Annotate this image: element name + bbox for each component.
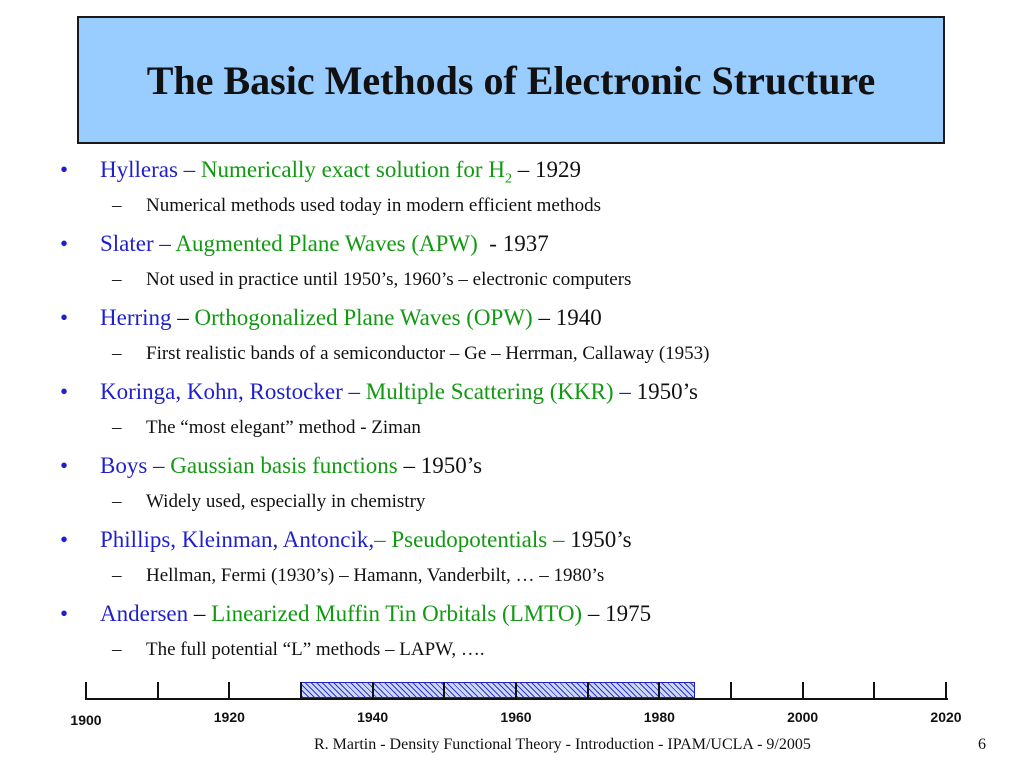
dash-icon: –: [112, 417, 122, 438]
bullet-dot-icon: •: [60, 527, 69, 552]
timeline-tick: [658, 682, 660, 700]
bullet-author: Koringa, Kohn, Rostocker: [100, 379, 343, 404]
bullet-separator: –: [342, 379, 366, 404]
timeline-label: 2000: [787, 709, 819, 725]
bullet-dot-icon: •: [60, 305, 69, 330]
timeline-axis: [86, 698, 948, 700]
bullet-method-subscript: 2: [504, 171, 512, 187]
footer-citation: R. Martin - Density Functional Theory - Introduction - IPAM/UCLA - 9/2005: [314, 736, 811, 753]
bullet-dot-icon: •: [60, 379, 69, 404]
sub-item-text: The full potential “L” methods – LAPW, ….: [146, 639, 485, 660]
timeline-tick: [587, 682, 589, 700]
bullet-year: – 1929: [511, 157, 581, 182]
timeline-label: 2020: [930, 709, 962, 725]
bullet-method: Linearized Muffin Tin Orbitals (LMTO): [211, 601, 583, 626]
timeline-tick: [443, 682, 445, 700]
timeline-tick: [802, 682, 804, 700]
bullet-year: 1950’s: [636, 379, 698, 404]
bullet-method: Gaussian basis functions: [170, 453, 398, 478]
dash-icon: –: [112, 343, 122, 364]
timeline-label: 1920: [213, 709, 245, 725]
bullet-method: Pseudopotentials –: [391, 527, 571, 552]
dash-icon: –: [112, 565, 122, 586]
bullet-author: Boys: [100, 453, 148, 478]
timeline-tick: [85, 682, 87, 700]
dash-icon: –: [112, 195, 122, 216]
sub-item-text: Not used in practice until 1950’s, 1960’s – electronic computers: [146, 269, 632, 290]
timeline-tick: [300, 682, 302, 700]
bullet-separator: –: [188, 601, 212, 626]
bullet-year: - 1937: [477, 231, 549, 256]
bullet-dot-icon: •: [60, 453, 69, 478]
bullet-year: – 1940: [532, 305, 602, 330]
sub-item-text: The “most elegant” method - Ziman: [146, 417, 421, 438]
bullet-year: – 1950’s: [397, 453, 483, 478]
dash-icon: –: [112, 639, 122, 660]
timeline-tick: [873, 682, 875, 700]
bullet-method: Multiple Scattering (KKR): [365, 379, 614, 404]
bullet-separator: –: [177, 157, 201, 182]
bullet-author: Hylleras: [100, 157, 178, 182]
bullet-author: Phillips, Kleinman, Antoncik,: [100, 527, 375, 552]
bullet-dot-icon: •: [60, 231, 69, 256]
sub-item-text: Numerical methods used today in modern efficient methods: [146, 195, 602, 216]
slide-title: The Basic Methods of Electronic Structure: [146, 57, 876, 103]
dash-icon: –: [112, 269, 122, 290]
bullet-year: 1950’s: [570, 527, 632, 552]
sub-item-text: Hellman, Fermi (1930’s) – Hamann, Vanderbilt, … – 1980’s: [146, 565, 605, 586]
bullet-method: Orthogonalized Plane Waves (OPW): [194, 305, 533, 330]
bullet-author: Herring: [100, 305, 172, 330]
bullet-dot-icon: •: [60, 601, 69, 626]
bullet-method: Augmented Plane Waves (APW): [175, 231, 478, 256]
bullet-author: Andersen: [100, 601, 189, 626]
timeline-label: 1980: [643, 709, 675, 725]
bullet-method: Numerically exact solution for H: [200, 157, 505, 182]
bullet-dot-icon: •: [60, 157, 69, 182]
timeline-highlight-range: [301, 682, 695, 698]
bullet-separator: –: [147, 453, 171, 478]
timeline-tick: [157, 682, 159, 700]
bullet-separator-2: –: [613, 379, 637, 404]
bullet-author: Slater: [100, 231, 154, 256]
sub-item-text: Widely used, especially in chemistry: [146, 491, 426, 512]
timeline-label: 1900: [70, 712, 102, 728]
bullet-separator: –: [153, 231, 176, 256]
bullet-year: – 1975: [582, 601, 652, 626]
timeline-tick: [515, 682, 517, 700]
timeline-tick: [945, 682, 947, 700]
timeline-tick: [372, 682, 374, 700]
timeline-label: 1940: [357, 709, 389, 725]
sub-item-text: First realistic bands of a semiconductor – Ge – Herrman, Callaway (1953): [146, 343, 710, 364]
timeline-label: 1960: [500, 709, 532, 725]
timeline-tick: [730, 682, 732, 700]
page-number: 6: [978, 736, 986, 753]
bullet-separator: –: [171, 305, 195, 330]
timeline-tick: [228, 682, 230, 700]
bullet-separator: –: [374, 527, 392, 552]
dash-icon: –: [112, 491, 122, 512]
